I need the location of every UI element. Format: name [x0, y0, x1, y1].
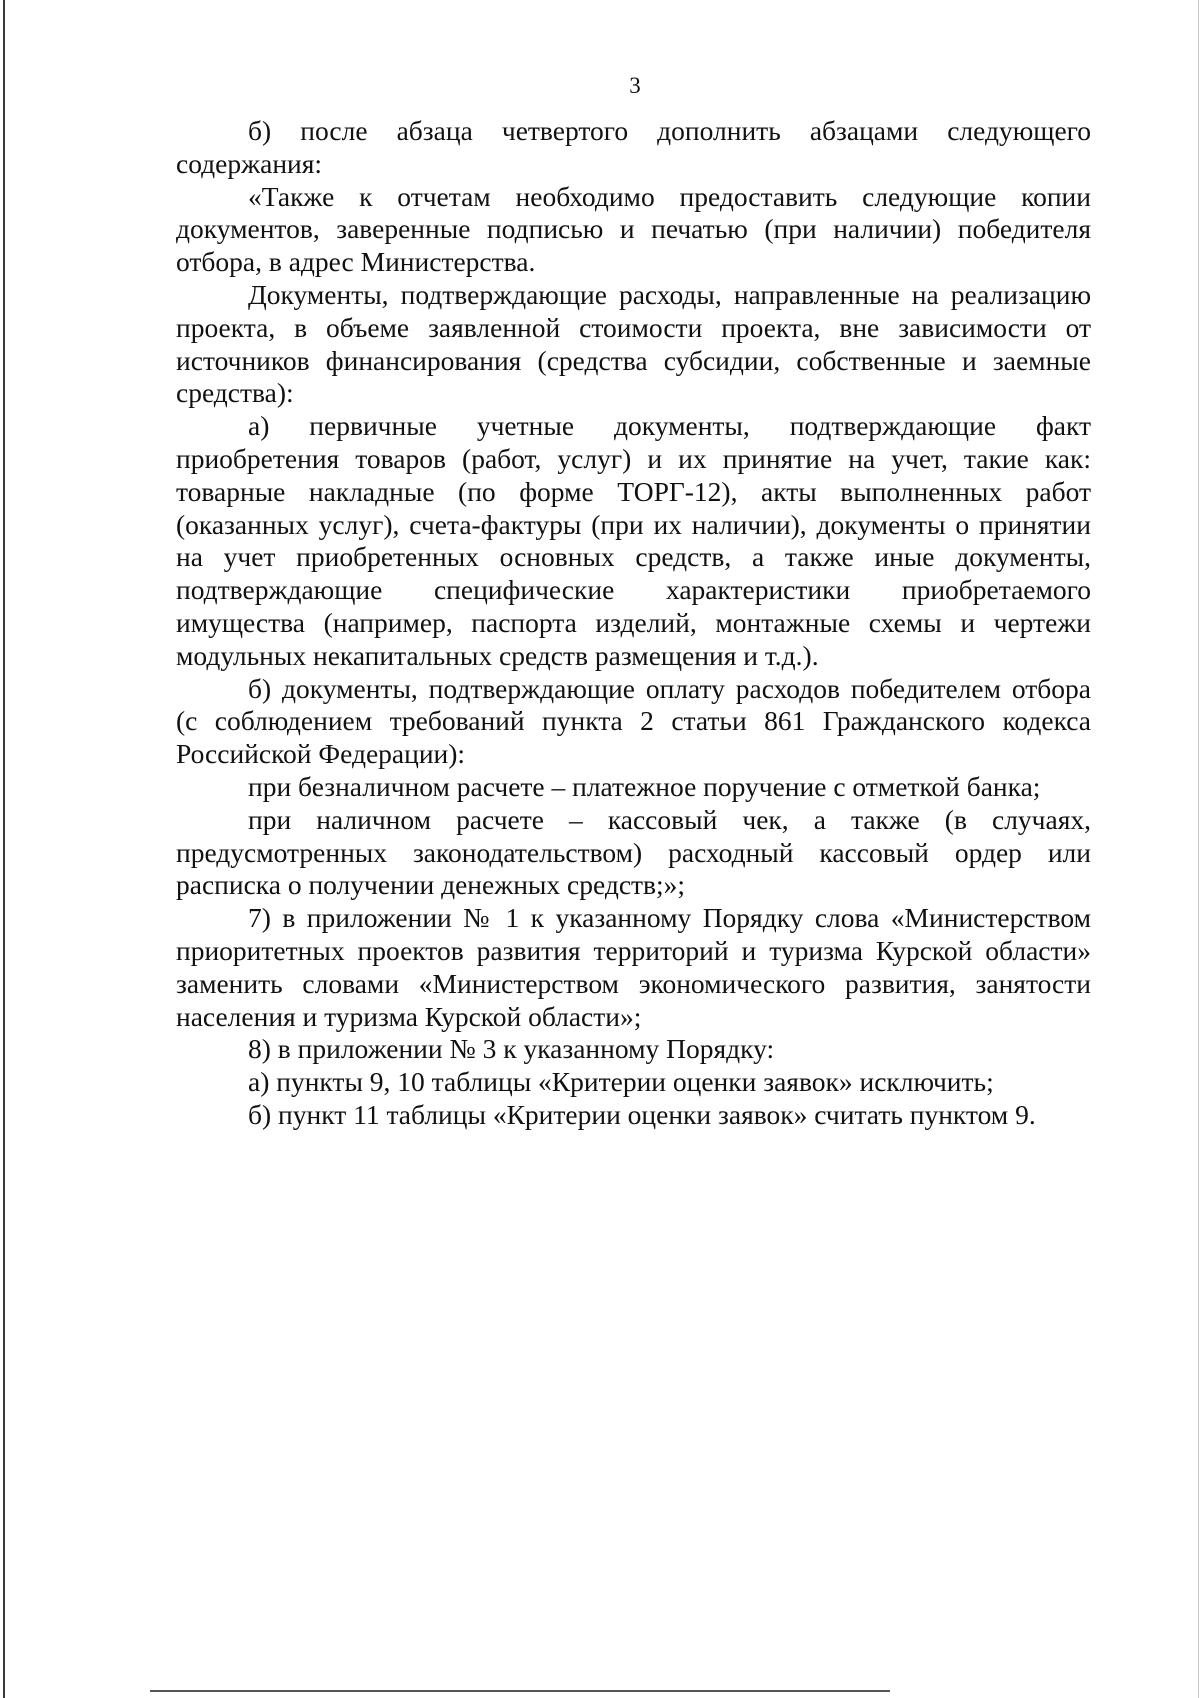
- paragraph-item-8b: б) пункт 11 таблицы «Критерии оценки заявок» считать пунктом 9.: [248, 1098, 1036, 1130]
- paragraph-amendment-b-intro: б) после абзаца четвертого дополнить абзацами следующего содержания:: [176, 115, 1091, 179]
- scan-left-edge: [3, 0, 5, 1698]
- page-number: 3: [629, 73, 641, 98]
- scan-right-edge: [1198, 0, 1199, 1698]
- paragraph-primary-documents: а) первичные учетные документы, подтверждающие факт приобретения товаров (работ, услуг) и их принятие на учет, такие как: товарные накладные (по форме ТОРГ-12), акты выполненных работ (оказанных услуг), счета-фактуры (при их наличии), документы о принятии на учет приобретенных основных средств, а также иные документы, подтверждающие специфические характеристики приобретаемого имущества (например, паспорта изделий, монтажные схемы и чертежи модульных некапитальных средств размещения и т.д.).: [176, 410, 1091, 671]
- paragraph-cashless-payment: при безналичном расчете – платежное поручение с отметкой банка;: [248, 770, 1041, 802]
- paragraph-report-copies: «Также к отчетам необходимо предоставить следующие копии документов, заверенные подписью и печатью (при наличии) победителя отбора, в адрес Министерства.: [176, 180, 1091, 278]
- paragraph-item-8: 8) в приложении № 3 к указанному Порядку:: [248, 1033, 775, 1065]
- bottom-rule: [150, 1690, 890, 1692]
- paragraph-payment-documents: б) документы, подтверждающие оплату расходов победителем отбора (с соблюдением требований пункта 2 статьи 861 Гражданского кодекса Российской Федерации):: [176, 672, 1091, 770]
- document-body: [176, 115, 1091, 1132]
- paragraph-item-8a: а) пункты 9, 10 таблицы «Критерии оценки заявок» исключить;: [248, 1066, 994, 1098]
- paragraph-cash-payment: при наличном расчете – кассовый чек, а также (в случаях, предусмотренных законодательством) расходный кассовый ордер или расписка о получении денежных средств;»;: [176, 803, 1091, 901]
- paragraph-item-7: 7) в приложении № 1 к указанному Порядку слова «Министерством приоритетных проектов развития территорий и туризма Курской области» заменить словами «Министерством экономического развития, занятости населения и туризма Курской области»;: [176, 902, 1091, 1032]
- paragraph-expense-documents: Документы, подтверждающие расходы, направленные на реализацию проекта, в объеме заявленной стоимости проекта, вне зависимости от источников финансирования (средства субсидии, собственные и заемные средства):: [176, 278, 1091, 409]
